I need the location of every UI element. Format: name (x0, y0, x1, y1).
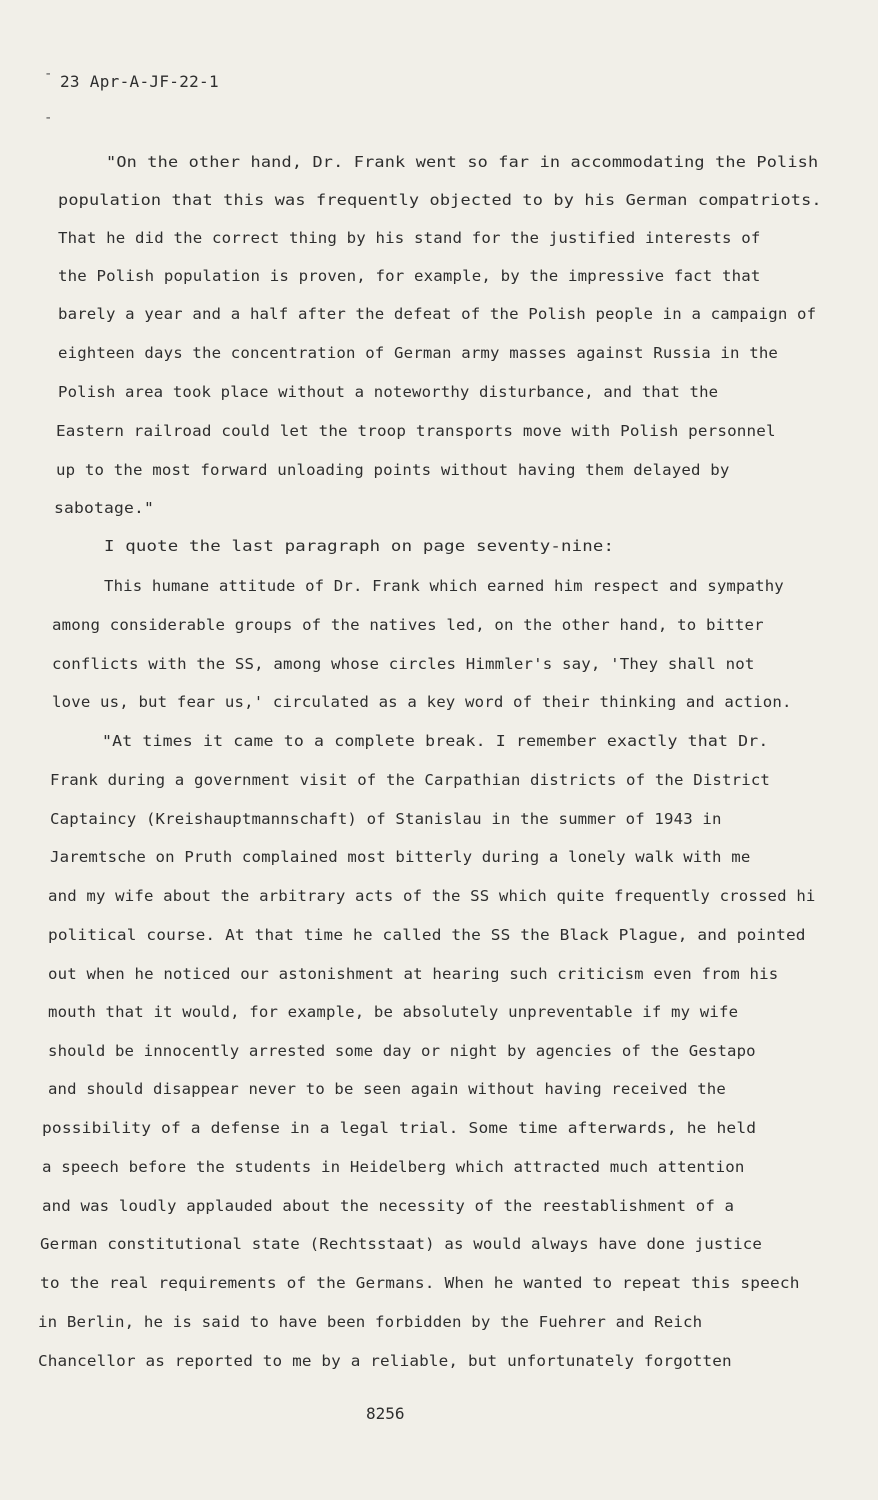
text-line: Jaremtsche on Pruth complained most bitterly during a lonely walk with me (50, 848, 751, 866)
text-line: should be innocently arrested some day or night by agencies of the Gestapo (48, 1042, 756, 1060)
margin-mark: - (44, 66, 53, 82)
text-line: to the real requirements of the Germans. When he wanted to repeat this speech (40, 1274, 800, 1292)
text-line: Chancellor as reported to me by a reliable, but unfortunately forgotten (38, 1352, 732, 1370)
text-line: out when he noticed our astonishment at hearing such criticism even from his (48, 965, 779, 983)
text-line: Eastern railroad could let the troop transports move with Polish personnel (56, 422, 776, 440)
text-line: "At times it came to a complete break. I remember exactly that Dr. (102, 732, 769, 750)
text-line: and my wife about the arbitrary acts of the SS which quite frequently crossed hi (48, 887, 816, 905)
text-line: German constitutional state (Rechtsstaat) as would always have done justice (40, 1235, 763, 1253)
text-line: and should disappear never to be seen again without having received the (48, 1080, 726, 1098)
text-line: Polish area took place without a noteworthy disturbance, and that the (58, 383, 719, 401)
margin-mark: - (44, 110, 53, 126)
text-line: I quote the last paragraph on page seventy-nine: (104, 537, 615, 555)
text-line: barely a year and a half after the defeat of the Polish people in a campaign of (58, 305, 817, 323)
text-line: in Berlin, he is said to have been forbidden by the Fuehrer and Reich (38, 1313, 703, 1331)
text-line: a speech before the students in Heidelberg which attracted much attention (42, 1158, 745, 1176)
text-line: Captaincy (Kreishauptmannschaft) of Stanislau in the summer of 1943 in (50, 810, 722, 828)
text-line: eighteen days the concentration of German army masses against Russia in the (58, 344, 779, 362)
text-line: and was loudly applauded about the necessity of the reestablishment of a (42, 1197, 735, 1215)
text-line: love us, but fear us,' circulated as a key word of their thinking and action. (52, 693, 792, 711)
text-line: Frank during a government visit of the Carpathian districts of the District (50, 771, 771, 789)
text-line: the Polish population is proven, for example, by the impressive fact that (58, 267, 761, 285)
document-reference-header: 23 Apr-A-JF-22-1 (60, 72, 219, 91)
page-number: 8256 (366, 1404, 405, 1423)
text-line: among considerable groups of the natives led, on the other hand, to bitter (52, 616, 764, 634)
text-line: possibility of a defense in a legal trial. Some time afterwards, he held (42, 1119, 757, 1137)
text-line: conflicts with the SS, among whose circles Himmler's say, 'They shall not (52, 655, 755, 673)
text-line: political course. At that time he called the SS the Black Plague, and pointed (48, 926, 806, 944)
text-line: mouth that it would, for example, be absolutely unpreventable if my wife (48, 1003, 739, 1021)
text-line: sabotage." (54, 499, 154, 517)
text-line: population that this was frequently objected to by his German compatriots. (58, 191, 822, 209)
text-line: That he did the correct thing by his stand for the justified interests of (58, 229, 761, 247)
text-line: up to the most forward unloading points without having them delayed by (56, 461, 730, 479)
text-line: This humane attitude of Dr. Frank which earned him respect and sympathy (104, 577, 784, 595)
text-line: "On the other hand, Dr. Frank went so far in accommodating the Polish (106, 153, 819, 171)
